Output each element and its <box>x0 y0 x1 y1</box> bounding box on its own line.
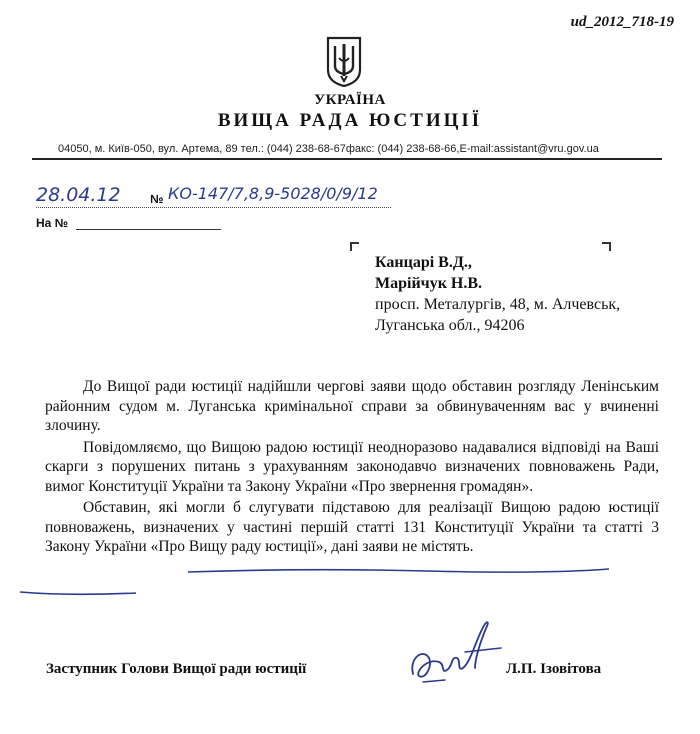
address-corner-left <box>350 242 359 251</box>
signer-position: Заступник Голови Вищої ради юстиції <box>46 661 307 677</box>
outgoing-number-label: № <box>150 192 164 206</box>
addressee-address-2: Луганська обл., 94206 <box>375 317 525 334</box>
incoming-number-line <box>76 229 221 230</box>
body-paragraph-2: Повідомляємо, що Вищою радою юстиції неодноразово надавалися відповіді на Ваші скарги з порушених питань з урахуванням законодавчо визначених повноважень Ради, вимог Конституції України та Закону України «Про звернення громадян». <box>45 438 659 495</box>
handwritten-signature <box>405 618 505 690</box>
outgoing-date: 28.04.12 <box>36 184 121 206</box>
organization-contacts: 04050, м. Київ-050, вул. Артема, 89 тел.: (044) 238-68-67факс: (044) 238-68-66,E-mail:assistant@vru.gov.ua <box>58 143 599 155</box>
document-reference-code: ud_2012_718-19 <box>570 14 674 30</box>
letter-body <box>45 377 659 559</box>
organization-name: ВИЩА РАДА ЮСТИЦІЇ <box>217 110 483 131</box>
addressee-name-1: Канцарі В.Д., <box>375 254 472 271</box>
handwritten-underline <box>18 588 138 598</box>
addressee-address-1: просп. Металургів, 48, м. Алчевськ, <box>375 296 621 313</box>
body-paragraph-3: Обставин, які могли б слугувати підставою для реалізації Вищою радою юстиції повноважень, визначених у частині першій статті 131 Конституції України та статті 3 Закону України «Про Вищу раду юстиції», дані заяви не містять. <box>45 499 659 555</box>
header-divider <box>32 158 662 160</box>
outgoing-number: КО-147/7,8,9-5028/0/9/12 <box>168 184 378 203</box>
signer-name: Л.П. Ізовітова <box>506 661 602 677</box>
incoming-number-label: На № <box>36 216 69 230</box>
country-name: УКРАЇНА <box>314 92 386 108</box>
addressee-block <box>375 252 620 336</box>
body-paragraph-1: До Вищої ради юстиції надійшли чергові заяви щодо обставин розгляду Ленінським районним судом м. Луганська кримінальної справи за обвинуваченням вас у вчиненні злочину. <box>45 378 659 434</box>
handwritten-underline <box>186 566 611 576</box>
trident-coat-of-arms-icon <box>325 36 363 88</box>
outgoing-line <box>36 207 391 208</box>
addressee-name-2: Марійчук Н.В. <box>375 275 483 292</box>
address-corner-right <box>602 242 611 251</box>
